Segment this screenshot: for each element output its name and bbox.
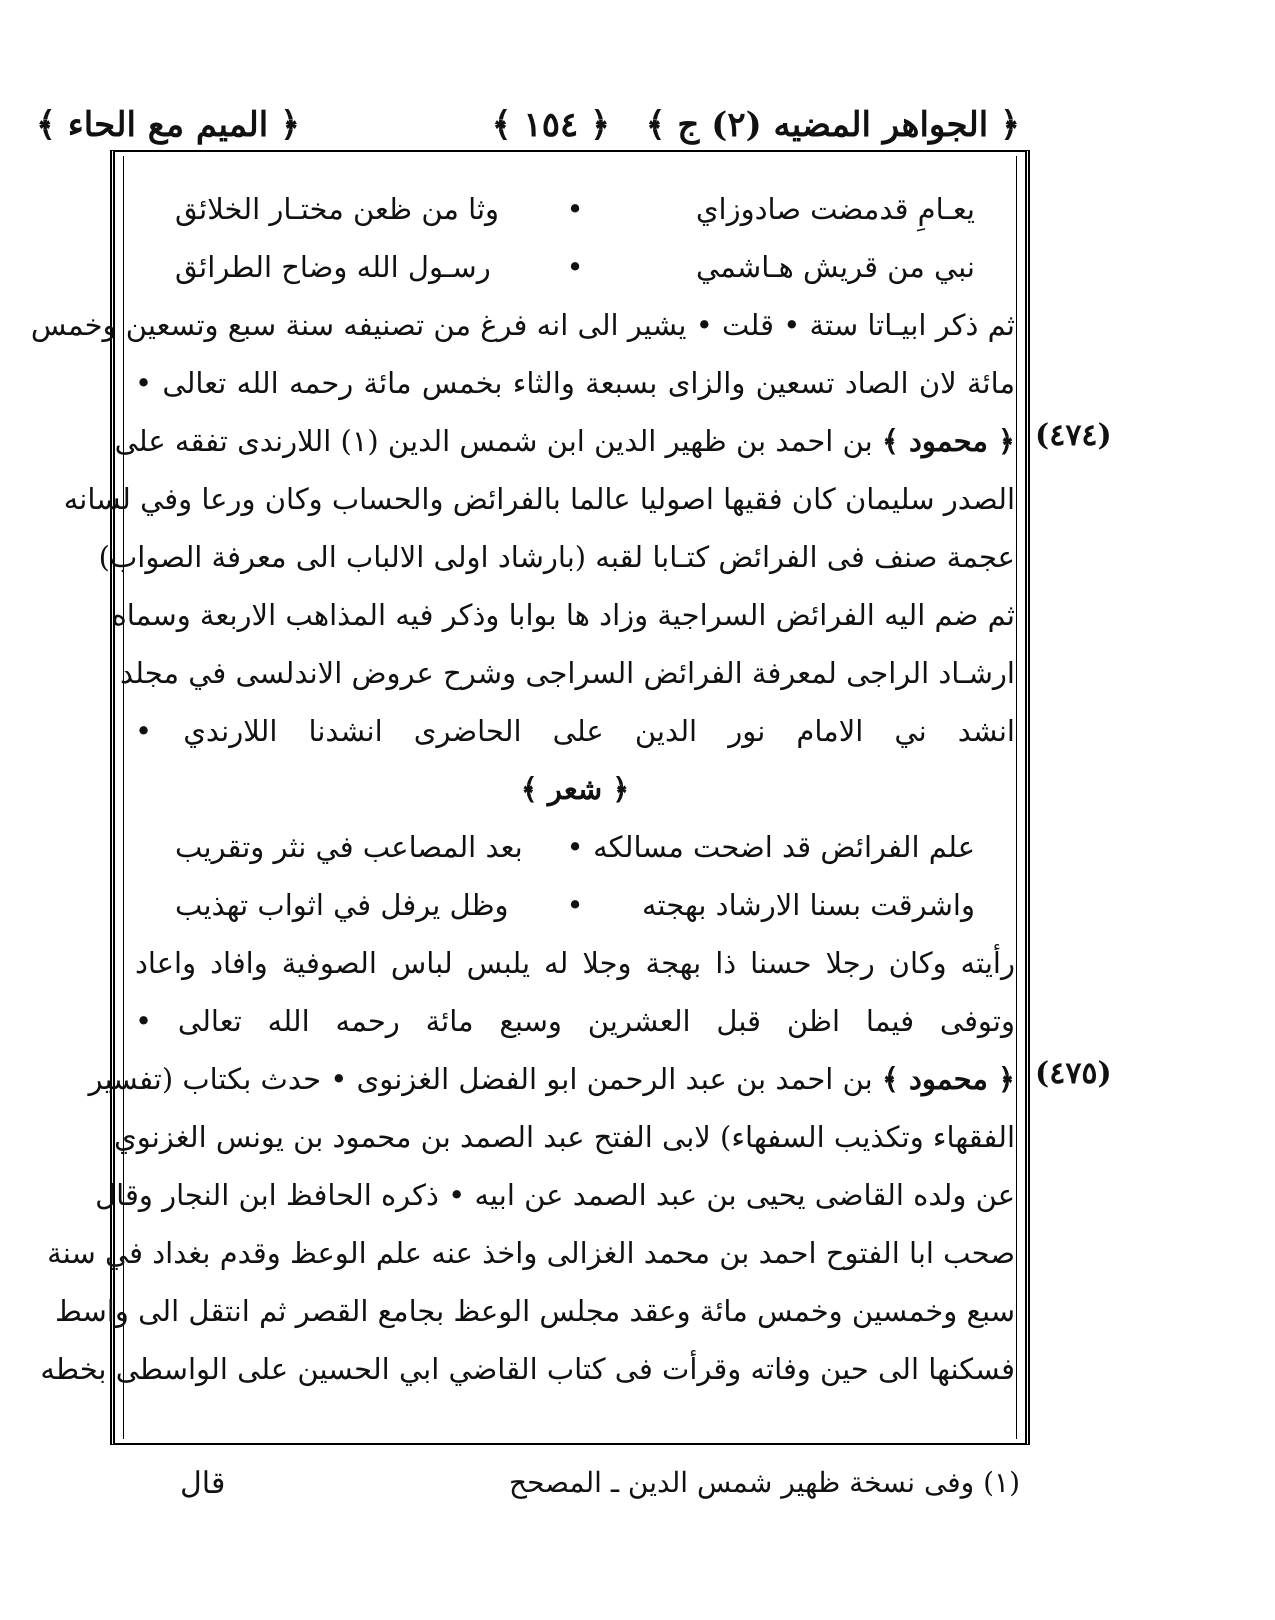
verse-separator: • xyxy=(566,830,584,864)
verse-line xyxy=(135,876,1015,934)
text-line: فسكنها الى حين وفاته وقرأت فى كتاب القاضي ابي الحسين على الواسطى بخطه xyxy=(40,1352,1015,1386)
entry-text: بن احمد بن عبد الرحمن ابو الفضل الغزنوى • حدث بكتاب (تفسير xyxy=(88,1062,873,1096)
text-line: وتوفى فيما اظن قبل العشرين وسبع مائة رحمه الله تعالى • xyxy=(135,1004,1015,1038)
header-chapter: ﴿ الميم مع الحاء ﴾ xyxy=(36,105,300,145)
text-line: صحب ابا الفتوح احمد بن محمد الغزالى واخذ عنه علم الوعظ وقدم بغداد في سنة xyxy=(47,1236,1015,1270)
verse-first-hemistich: علم الفرائض قد اضحت مسالكه xyxy=(593,830,975,864)
verse-separator: • xyxy=(566,192,584,226)
verse-second-hemistich: رسـول الله وضاح الطرائق xyxy=(175,250,491,284)
text-line: رأيته وكان رجلا حسنا ذا بهجة وجلا له يلبس لباس الصوفية وافاد واعاد xyxy=(135,946,1015,980)
header-book-title: ﴿ الجواهر المضيه (٢) ج ﴾ xyxy=(645,105,1020,145)
page-number: ﴿ ١٥٤ ﴾ xyxy=(491,105,610,145)
entry-number: (٤٧٥) xyxy=(1035,1056,1112,1091)
verse-second-hemistich: وظل يرفل في اثواب تهذيب xyxy=(175,888,509,922)
verse-separator: • xyxy=(566,888,584,922)
verse-line xyxy=(135,180,1015,238)
verse-second-hemistich: بعد المصاعب في نثر وتقريب xyxy=(175,830,523,864)
entry-name: ﴿ محمود ﴾ xyxy=(881,424,1015,458)
catchword: قال xyxy=(180,1466,226,1501)
text-line: ثم ضم اليه الفرائض السراجية وزاد ها بوابا وذكر فيه المذاهب الاربعة وسماه xyxy=(111,598,1015,632)
verse-line xyxy=(135,818,1015,876)
entry-first-line xyxy=(88,1050,1015,1108)
verse-second-hemistich: وثا من ظعن مختـار الخلائق xyxy=(175,192,500,226)
verse-separator: • xyxy=(566,250,584,284)
verse-first-hemistich: نبي من قريش هـاشمي xyxy=(695,250,975,284)
verse-line xyxy=(135,238,1015,296)
entry-number: (٤٧٤) xyxy=(1035,418,1112,453)
text-line: سبع وخمسين وخمس مائة وعقد مجلس الوعظ بجامع القصر ثم انتقل الى واسط xyxy=(54,1294,1015,1328)
entry-first-line xyxy=(114,412,1015,470)
text-line: الصدر سليمان كان فقيها اصوليا عالما بالفرائض والحساب وكان ورعا وفي لسانه xyxy=(63,482,1015,516)
verse-first-hemistich: واشرقت بسنا الارشاد بهجته xyxy=(642,888,975,922)
text-line: الفقهاء وتكذيب السفهاء) لابى الفتح عبد الصمد بن محمود بن يونس الغزنوي xyxy=(114,1120,1015,1154)
entry-text: بن احمد بن ظهير الدين ابن شمس الدين (١) اللارندى تفقه على xyxy=(114,424,873,458)
footnote-text: (١) وفى نسخة ظهير شمس الدين ـ المصحح xyxy=(509,1466,1020,1499)
text-line: مائة لان الصاد تسعين والزاى بسبعة والثاء بخمس مائة رحمه الله تعالى • xyxy=(135,366,1015,400)
text-line: انشد ني الامام نور الدين على الحاضرى انشدنا اللارندي • xyxy=(135,714,1015,748)
text-body xyxy=(30,180,1015,1430)
entry-name: ﴿ محمود ﴾ xyxy=(881,1062,1015,1096)
footnote-area xyxy=(140,1460,1020,1520)
text-line: ارشـاد الراجى لمعرفة الفرائض السراجى وشرح عروض الاندلسى في مجلد xyxy=(119,656,1015,690)
text-line: عن ولده القاضى يحيى بن عبد الصمد عن ابيه • ذكره الحافظ ابن النجار وقال xyxy=(95,1178,1015,1212)
poem-heading: ﴿ شعر ﴾ xyxy=(520,772,630,806)
text-line: ثم ذكر ابيـاتا ستة • قلت • يشير الى انه فرغ من تصنيفه سنة سبع وتسعين وخمس xyxy=(30,308,1015,342)
verse-first-hemistich: يعـامِ قدمضت صادوزاي xyxy=(695,192,975,226)
text-line: عجمة صنف فى الفرائض كتـابا لقبه (بارشاد اولى الالباب الى معرفة الصواب) xyxy=(98,540,1015,574)
